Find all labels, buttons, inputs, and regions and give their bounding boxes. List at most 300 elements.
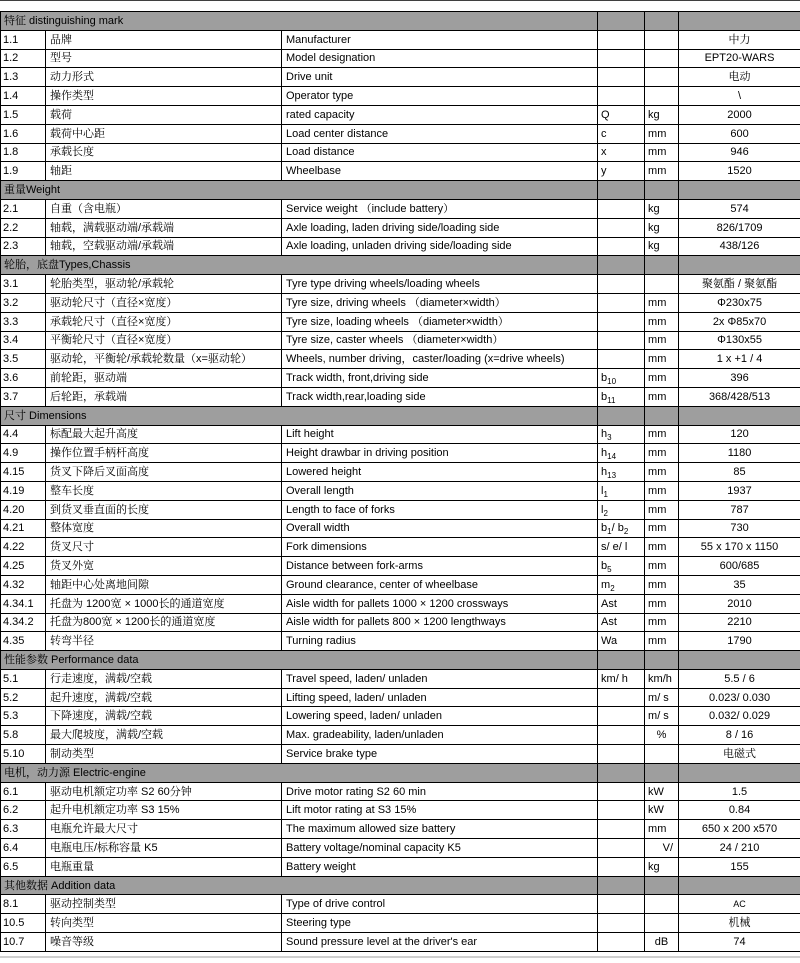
value-cell: 35 <box>679 575 800 594</box>
row-number-cell: 3.5 <box>1 350 46 369</box>
row-number-cell: 2.2 <box>1 218 46 237</box>
spec-row <box>1 895 800 914</box>
symbol-cell: km/ h <box>598 669 645 688</box>
symbol-cell <box>598 293 645 312</box>
name-chinese-cell: 噪音等级 <box>46 933 282 952</box>
symbol-cell: s/ e/ l <box>598 538 645 557</box>
spec-row <box>1 782 800 801</box>
row-number-cell: 10.7 <box>1 933 46 952</box>
section-title: 尺寸 Dimensions <box>1 406 598 425</box>
symbol-cell: Q <box>598 105 645 124</box>
value-cell: 438/126 <box>679 237 800 256</box>
row-number-cell: 1.4 <box>1 87 46 106</box>
unit-cell: mm <box>645 425 679 444</box>
unit-cell: mm <box>645 331 679 350</box>
value-cell: 机械 <box>679 914 800 933</box>
name-chinese-cell: 整体宽度 <box>46 519 282 538</box>
name-chinese-cell: 轴载，空载驱动端/承载端 <box>46 237 282 256</box>
row-number-cell: 4.32 <box>1 575 46 594</box>
name-chinese-cell: 转弯半径 <box>46 632 282 651</box>
section-title: 电机，动力源 Electric-engine <box>1 763 598 782</box>
spec-row <box>1 519 800 538</box>
row-number-cell: 1.3 <box>1 68 46 87</box>
name-english-cell: Battery voltage/nominal capacity K5 <box>282 839 598 858</box>
value-cell: 946 <box>679 143 800 162</box>
name-chinese-cell: 品牌 <box>46 30 282 49</box>
symbol-cell <box>598 275 645 294</box>
row-number-cell: 10.5 <box>1 914 46 933</box>
unit-cell: mm <box>645 519 679 538</box>
unit-cell: mm <box>645 312 679 331</box>
unit-cell: mm <box>645 143 679 162</box>
section-empty-cell <box>598 876 645 895</box>
row-number-cell: 3.2 <box>1 293 46 312</box>
spec-row <box>1 557 800 576</box>
unit-cell: mm <box>645 481 679 500</box>
row-number-cell: 1.5 <box>1 105 46 124</box>
name-english-cell: Tyre size, loading wheels （diameter×width） <box>282 312 598 331</box>
unit-cell: mm <box>645 575 679 594</box>
name-chinese-cell: 型号 <box>46 49 282 68</box>
section-header-row <box>1 763 800 782</box>
row-number-cell: 4.15 <box>1 463 46 482</box>
section-empty-cell <box>645 876 679 895</box>
name-chinese-cell: 轴载，满载驱动端/承载端 <box>46 218 282 237</box>
name-chinese-cell: 后轮距，承载端 <box>46 387 282 406</box>
name-chinese-cell: 承载轮尺寸（直径×宽度） <box>46 312 282 331</box>
symbol-cell <box>598 914 645 933</box>
symbol-cell <box>598 87 645 106</box>
symbol-cell <box>598 312 645 331</box>
symbol-cell <box>598 839 645 858</box>
symbol-cell <box>598 726 645 745</box>
unit-cell: mm <box>645 369 679 388</box>
unit-cell: mm <box>645 557 679 576</box>
name-chinese-cell: 托盘为 1200宽 × 1000长的通道宽度 <box>46 594 282 613</box>
value-cell: 聚氨酯 / 聚氨酯 <box>679 275 800 294</box>
spec-row <box>1 481 800 500</box>
unit-cell: dB <box>645 933 679 952</box>
name-english-cell: Length to face of forks <box>282 500 598 519</box>
spec-row <box>1 839 800 858</box>
unit-cell: kg <box>645 857 679 876</box>
value-cell: 1180 <box>679 444 800 463</box>
spec-row <box>1 331 800 350</box>
value-cell: 574 <box>679 199 800 218</box>
unit-cell: m/ s <box>645 707 679 726</box>
section-title: 其他数据 Addition data <box>1 876 598 895</box>
name-english-cell: Travel speed, laden/ unladen <box>282 669 598 688</box>
symbol-cell: $b_5$ <box>598 557 645 576</box>
row-number-cell: 4.34.2 <box>1 613 46 632</box>
spec-row <box>1 726 800 745</box>
name-english-cell: Tyre size, caster wheels （diameter×width） <box>282 331 598 350</box>
name-chinese-cell: 起升电机额定功率 S3 15% <box>46 801 282 820</box>
symbol-cell <box>598 218 645 237</box>
spec-row <box>1 538 800 557</box>
name-english-cell: Track width,rear,loading side <box>282 387 598 406</box>
section-header-row <box>1 876 800 895</box>
name-english-cell: The maximum allowed size battery <box>282 820 598 839</box>
cropped-row-edge-top <box>0 0 800 1</box>
name-english-cell: Model designation <box>282 49 598 68</box>
section-empty-cell <box>645 256 679 275</box>
row-number-cell: 4.34.1 <box>1 594 46 613</box>
name-chinese-cell: 驱动电机额定功率 S2 60分钟 <box>46 782 282 801</box>
row-number-cell: 2.1 <box>1 199 46 218</box>
name-chinese-cell: 行走速度，满载/空载 <box>46 669 282 688</box>
row-number-cell: 6.2 <box>1 801 46 820</box>
spec-row <box>1 801 800 820</box>
value-cell: 中力 <box>679 30 800 49</box>
name-english-cell: Load distance <box>282 143 598 162</box>
name-english-cell: Track width, front,driving side <box>282 369 598 388</box>
name-english-cell: Service weight （include battery） <box>282 199 598 218</box>
name-chinese-cell: 承载长度 <box>46 143 282 162</box>
section-empty-cell <box>598 181 645 200</box>
symbol-cell <box>598 820 645 839</box>
spec-row <box>1 669 800 688</box>
name-chinese-cell: 标配最大起升高度 <box>46 425 282 444</box>
name-chinese-cell: 动力形式 <box>46 68 282 87</box>
unit-cell: mm <box>645 444 679 463</box>
name-chinese-cell: 下降速度，满载/空载 <box>46 707 282 726</box>
name-chinese-cell: 电瓶重量 <box>46 857 282 876</box>
name-chinese-cell: 转向类型 <box>46 914 282 933</box>
name-chinese-cell: 制动类型 <box>46 745 282 764</box>
spec-row <box>1 500 800 519</box>
unit-cell: mm <box>645 820 679 839</box>
section-empty-cell <box>598 12 645 31</box>
symbol-cell <box>598 331 645 350</box>
section-header-row <box>1 256 800 275</box>
name-chinese-cell: 货叉尺寸 <box>46 538 282 557</box>
symbol-cell <box>598 895 645 914</box>
section-empty-cell <box>598 763 645 782</box>
name-chinese-cell: 平衡轮尺寸（直径×宽度） <box>46 331 282 350</box>
spec-row <box>1 425 800 444</box>
unit-cell: m/ s <box>645 688 679 707</box>
section-title: 特征 distinguishing mark <box>1 12 598 31</box>
section-header-row <box>1 181 800 200</box>
name-english-cell: Wheelbase <box>282 162 598 181</box>
symbol-cell: $l_1$ <box>598 481 645 500</box>
section-title: 重量Weight <box>1 181 598 200</box>
row-number-cell: 6.1 <box>1 782 46 801</box>
name-english-cell: Battery weight <box>282 857 598 876</box>
row-number-cell: 1.9 <box>1 162 46 181</box>
name-english-cell: Axle loading, laden driving side/loading side <box>282 218 598 237</box>
row-number-cell: 6.3 <box>1 820 46 839</box>
row-number-cell: 5.3 <box>1 707 46 726</box>
spec-row <box>1 49 800 68</box>
spec-row <box>1 237 800 256</box>
name-chinese-cell: 操作位置手柄杆高度 <box>46 444 282 463</box>
name-english-cell: Tyre type driving wheels/loading wheels <box>282 275 598 294</box>
section-empty-cell <box>679 181 800 200</box>
name-english-cell: Wheels, number driving，caster/loading (x=drive wheels) <box>282 350 598 369</box>
section-title: 轮胎，底盘Types,Chassis <box>1 256 598 275</box>
row-number-cell: 1.1 <box>1 30 46 49</box>
value-cell: 1937 <box>679 481 800 500</box>
name-chinese-cell: 托盘为800宽 × 1200长的通道宽度 <box>46 613 282 632</box>
row-number-cell: 4.9 <box>1 444 46 463</box>
name-chinese-cell: 自重（含电瓶） <box>46 199 282 218</box>
symbol-cell <box>598 857 645 876</box>
symbol-cell: Ast <box>598 594 645 613</box>
row-number-cell: 4.35 <box>1 632 46 651</box>
row-number-cell: 6.5 <box>1 857 46 876</box>
symbol-cell: $h_3$ <box>598 425 645 444</box>
value-cell: EPT20-WARS <box>679 49 800 68</box>
name-chinese-cell: 轴距中心处离地间隙 <box>46 575 282 594</box>
unit-cell: mm <box>645 162 679 181</box>
unit-cell <box>645 895 679 914</box>
row-number-cell: 1.2 <box>1 49 46 68</box>
name-chinese-cell: 前轮距，驱动端 <box>46 369 282 388</box>
name-chinese-cell: 载荷中心距 <box>46 124 282 143</box>
row-number-cell: 3.1 <box>1 275 46 294</box>
section-empty-cell <box>598 406 645 425</box>
spec-row <box>1 124 800 143</box>
value-cell: Φ130x55 <box>679 331 800 350</box>
value-cell: 2000 <box>679 105 800 124</box>
unit-cell <box>645 87 679 106</box>
value-cell: 74 <box>679 933 800 952</box>
spec-row <box>1 444 800 463</box>
symbol-cell: $b_1/$ $b_2$ <box>598 519 645 538</box>
value-cell: 2x Φ85x70 <box>679 312 800 331</box>
unit-cell: mm <box>645 538 679 557</box>
section-empty-cell <box>679 876 800 895</box>
forklift-spec-table <box>0 11 800 952</box>
symbol-cell: $b_{11}$ <box>598 387 645 406</box>
value-cell: AC <box>679 895 800 914</box>
symbol-cell <box>598 782 645 801</box>
spec-row <box>1 387 800 406</box>
unit-cell: kW <box>645 782 679 801</box>
unit-cell: kW <box>645 801 679 820</box>
name-english-cell: Aisle width for pallets 800 × 1200 lengthways <box>282 613 598 632</box>
row-number-cell: 4.22 <box>1 538 46 557</box>
value-cell: 650 x 200 x570 <box>679 820 800 839</box>
name-english-cell: Turning radius <box>282 632 598 651</box>
name-english-cell: Lowered height <box>282 463 598 482</box>
row-number-cell: 1.8 <box>1 143 46 162</box>
value-cell: 2210 <box>679 613 800 632</box>
name-english-cell: Lift height <box>282 425 598 444</box>
name-english-cell: Manufacturer <box>282 30 598 49</box>
section-empty-cell <box>679 651 800 670</box>
unit-cell: kg <box>645 237 679 256</box>
name-english-cell: Overall width <box>282 519 598 538</box>
section-empty-cell <box>645 181 679 200</box>
name-english-cell: Drive unit <box>282 68 598 87</box>
unit-cell <box>645 49 679 68</box>
name-english-cell: Tyre size, driving wheels （diameter×width） <box>282 293 598 312</box>
unit-cell: kg <box>645 199 679 218</box>
name-chinese-cell: 轴距 <box>46 162 282 181</box>
spec-row <box>1 632 800 651</box>
symbol-cell: Wa <box>598 632 645 651</box>
spec-row <box>1 143 800 162</box>
unit-cell <box>645 68 679 87</box>
spec-row <box>1 857 800 876</box>
row-number-cell: 6.4 <box>1 839 46 858</box>
value-cell: 600/685 <box>679 557 800 576</box>
row-number-cell: 4.4 <box>1 425 46 444</box>
value-cell: 155 <box>679 857 800 876</box>
unit-cell <box>645 275 679 294</box>
name-english-cell: Ground clearance, center of wheelbase <box>282 575 598 594</box>
name-english-cell: Lifting speed, laden/ unladen <box>282 688 598 707</box>
name-english-cell: Operator type <box>282 87 598 106</box>
unit-cell: mm <box>645 387 679 406</box>
row-number-cell: 8.1 <box>1 895 46 914</box>
section-empty-cell <box>645 651 679 670</box>
spec-row <box>1 575 800 594</box>
name-chinese-cell: 货叉下降后叉面高度 <box>46 463 282 482</box>
section-empty-cell <box>645 12 679 31</box>
spec-row <box>1 914 800 933</box>
value-cell: 电动 <box>679 68 800 87</box>
spec-row <box>1 105 800 124</box>
row-number-cell: 5.1 <box>1 669 46 688</box>
value-cell: 1.5 <box>679 782 800 801</box>
spec-row <box>1 275 800 294</box>
spec-row <box>1 688 800 707</box>
row-number-cell: 3.6 <box>1 369 46 388</box>
unit-cell <box>645 914 679 933</box>
cropped-row-edge-bottom <box>0 956 800 958</box>
row-number-cell: 4.20 <box>1 500 46 519</box>
spec-row <box>1 87 800 106</box>
value-cell: 5.5 / 6 <box>679 669 800 688</box>
value-cell: 396 <box>679 369 800 388</box>
value-cell: 1520 <box>679 162 800 181</box>
row-number-cell: 2.3 <box>1 237 46 256</box>
name-english-cell: Type of drive control <box>282 895 598 914</box>
symbol-cell <box>598 237 645 256</box>
value-cell: 1 x +1 / 4 <box>679 350 800 369</box>
symbol-cell: x <box>598 143 645 162</box>
spec-row <box>1 162 800 181</box>
unit-cell: kg <box>645 218 679 237</box>
spec-table-body <box>1 12 800 952</box>
symbol-cell: y <box>598 162 645 181</box>
spec-row <box>1 594 800 613</box>
value-cell: 0.84 <box>679 801 800 820</box>
spec-row <box>1 312 800 331</box>
unit-cell: mm <box>645 463 679 482</box>
name-english-cell: Drive motor rating S2 60 min <box>282 782 598 801</box>
section-title: 性能参数 Performance data <box>1 651 598 670</box>
section-empty-cell <box>645 763 679 782</box>
unit-cell: mm <box>645 594 679 613</box>
value-cell: Φ230x75 <box>679 293 800 312</box>
value-cell: 0.023/ 0.030 <box>679 688 800 707</box>
section-header-row <box>1 12 800 31</box>
name-english-cell: Aisle width for pallets 1000 × 1200 crossways <box>282 594 598 613</box>
section-header-row <box>1 651 800 670</box>
name-english-cell: Lift motor rating at S3 15% <box>282 801 598 820</box>
value-cell: 1790 <box>679 632 800 651</box>
name-chinese-cell: 到货叉垂直面的长度 <box>46 500 282 519</box>
section-empty-cell <box>598 651 645 670</box>
unit-cell: km/h <box>645 669 679 688</box>
value-cell: 787 <box>679 500 800 519</box>
value-cell: 2010 <box>679 594 800 613</box>
symbol-cell <box>598 350 645 369</box>
unit-cell: V/ <box>645 839 679 858</box>
name-english-cell: Service brake type <box>282 745 598 764</box>
value-cell: 24 / 210 <box>679 839 800 858</box>
symbol-cell <box>598 49 645 68</box>
section-header-row <box>1 406 800 425</box>
name-english-cell: Overall length <box>282 481 598 500</box>
unit-cell: mm <box>645 632 679 651</box>
name-english-cell: Load center distance <box>282 124 598 143</box>
name-english-cell: Lowering speed, laden/ unladen <box>282 707 598 726</box>
symbol-cell: $h_{13}$ <box>598 463 645 482</box>
symbol-cell <box>598 801 645 820</box>
section-empty-cell <box>679 12 800 31</box>
spec-row <box>1 613 800 632</box>
row-number-cell: 3.3 <box>1 312 46 331</box>
symbol-cell <box>598 30 645 49</box>
symbol-cell <box>598 933 645 952</box>
unit-cell: mm <box>645 613 679 632</box>
section-empty-cell <box>679 256 800 275</box>
row-number-cell: 5.2 <box>1 688 46 707</box>
spec-row <box>1 293 800 312</box>
spec-row <box>1 745 800 764</box>
section-empty-cell <box>679 406 800 425</box>
symbol-cell: $l_2$ <box>598 500 645 519</box>
symbol-cell <box>598 68 645 87</box>
spec-row <box>1 68 800 87</box>
spec-row <box>1 30 800 49</box>
row-number-cell: 3.4 <box>1 331 46 350</box>
symbol-cell: c <box>598 124 645 143</box>
name-english-cell: rated capacity <box>282 105 598 124</box>
name-english-cell: Height drawbar in driving position <box>282 444 598 463</box>
spec-row <box>1 218 800 237</box>
spec-row <box>1 369 800 388</box>
value-cell: 电磁式 <box>679 745 800 764</box>
name-chinese-cell: 操作类型 <box>46 87 282 106</box>
name-chinese-cell: 驱动控制类型 <box>46 895 282 914</box>
symbol-cell <box>598 688 645 707</box>
name-chinese-cell: 最大爬坡度，满载/空载 <box>46 726 282 745</box>
row-number-cell: 3.7 <box>1 387 46 406</box>
row-number-cell: 4.25 <box>1 557 46 576</box>
spec-row <box>1 199 800 218</box>
spec-row <box>1 463 800 482</box>
name-chinese-cell: 起升速度，满载/空载 <box>46 688 282 707</box>
name-english-cell: Fork dimensions <box>282 538 598 557</box>
row-number-cell: 5.10 <box>1 745 46 764</box>
unit-cell: mm <box>645 124 679 143</box>
value-cell: 8 / 16 <box>679 726 800 745</box>
name-english-cell: Steering type <box>282 914 598 933</box>
spec-row <box>1 707 800 726</box>
value-cell: 600 <box>679 124 800 143</box>
unit-cell: mm <box>645 293 679 312</box>
spec-row <box>1 350 800 369</box>
spec-row <box>1 820 800 839</box>
value-cell: 368/428/513 <box>679 387 800 406</box>
